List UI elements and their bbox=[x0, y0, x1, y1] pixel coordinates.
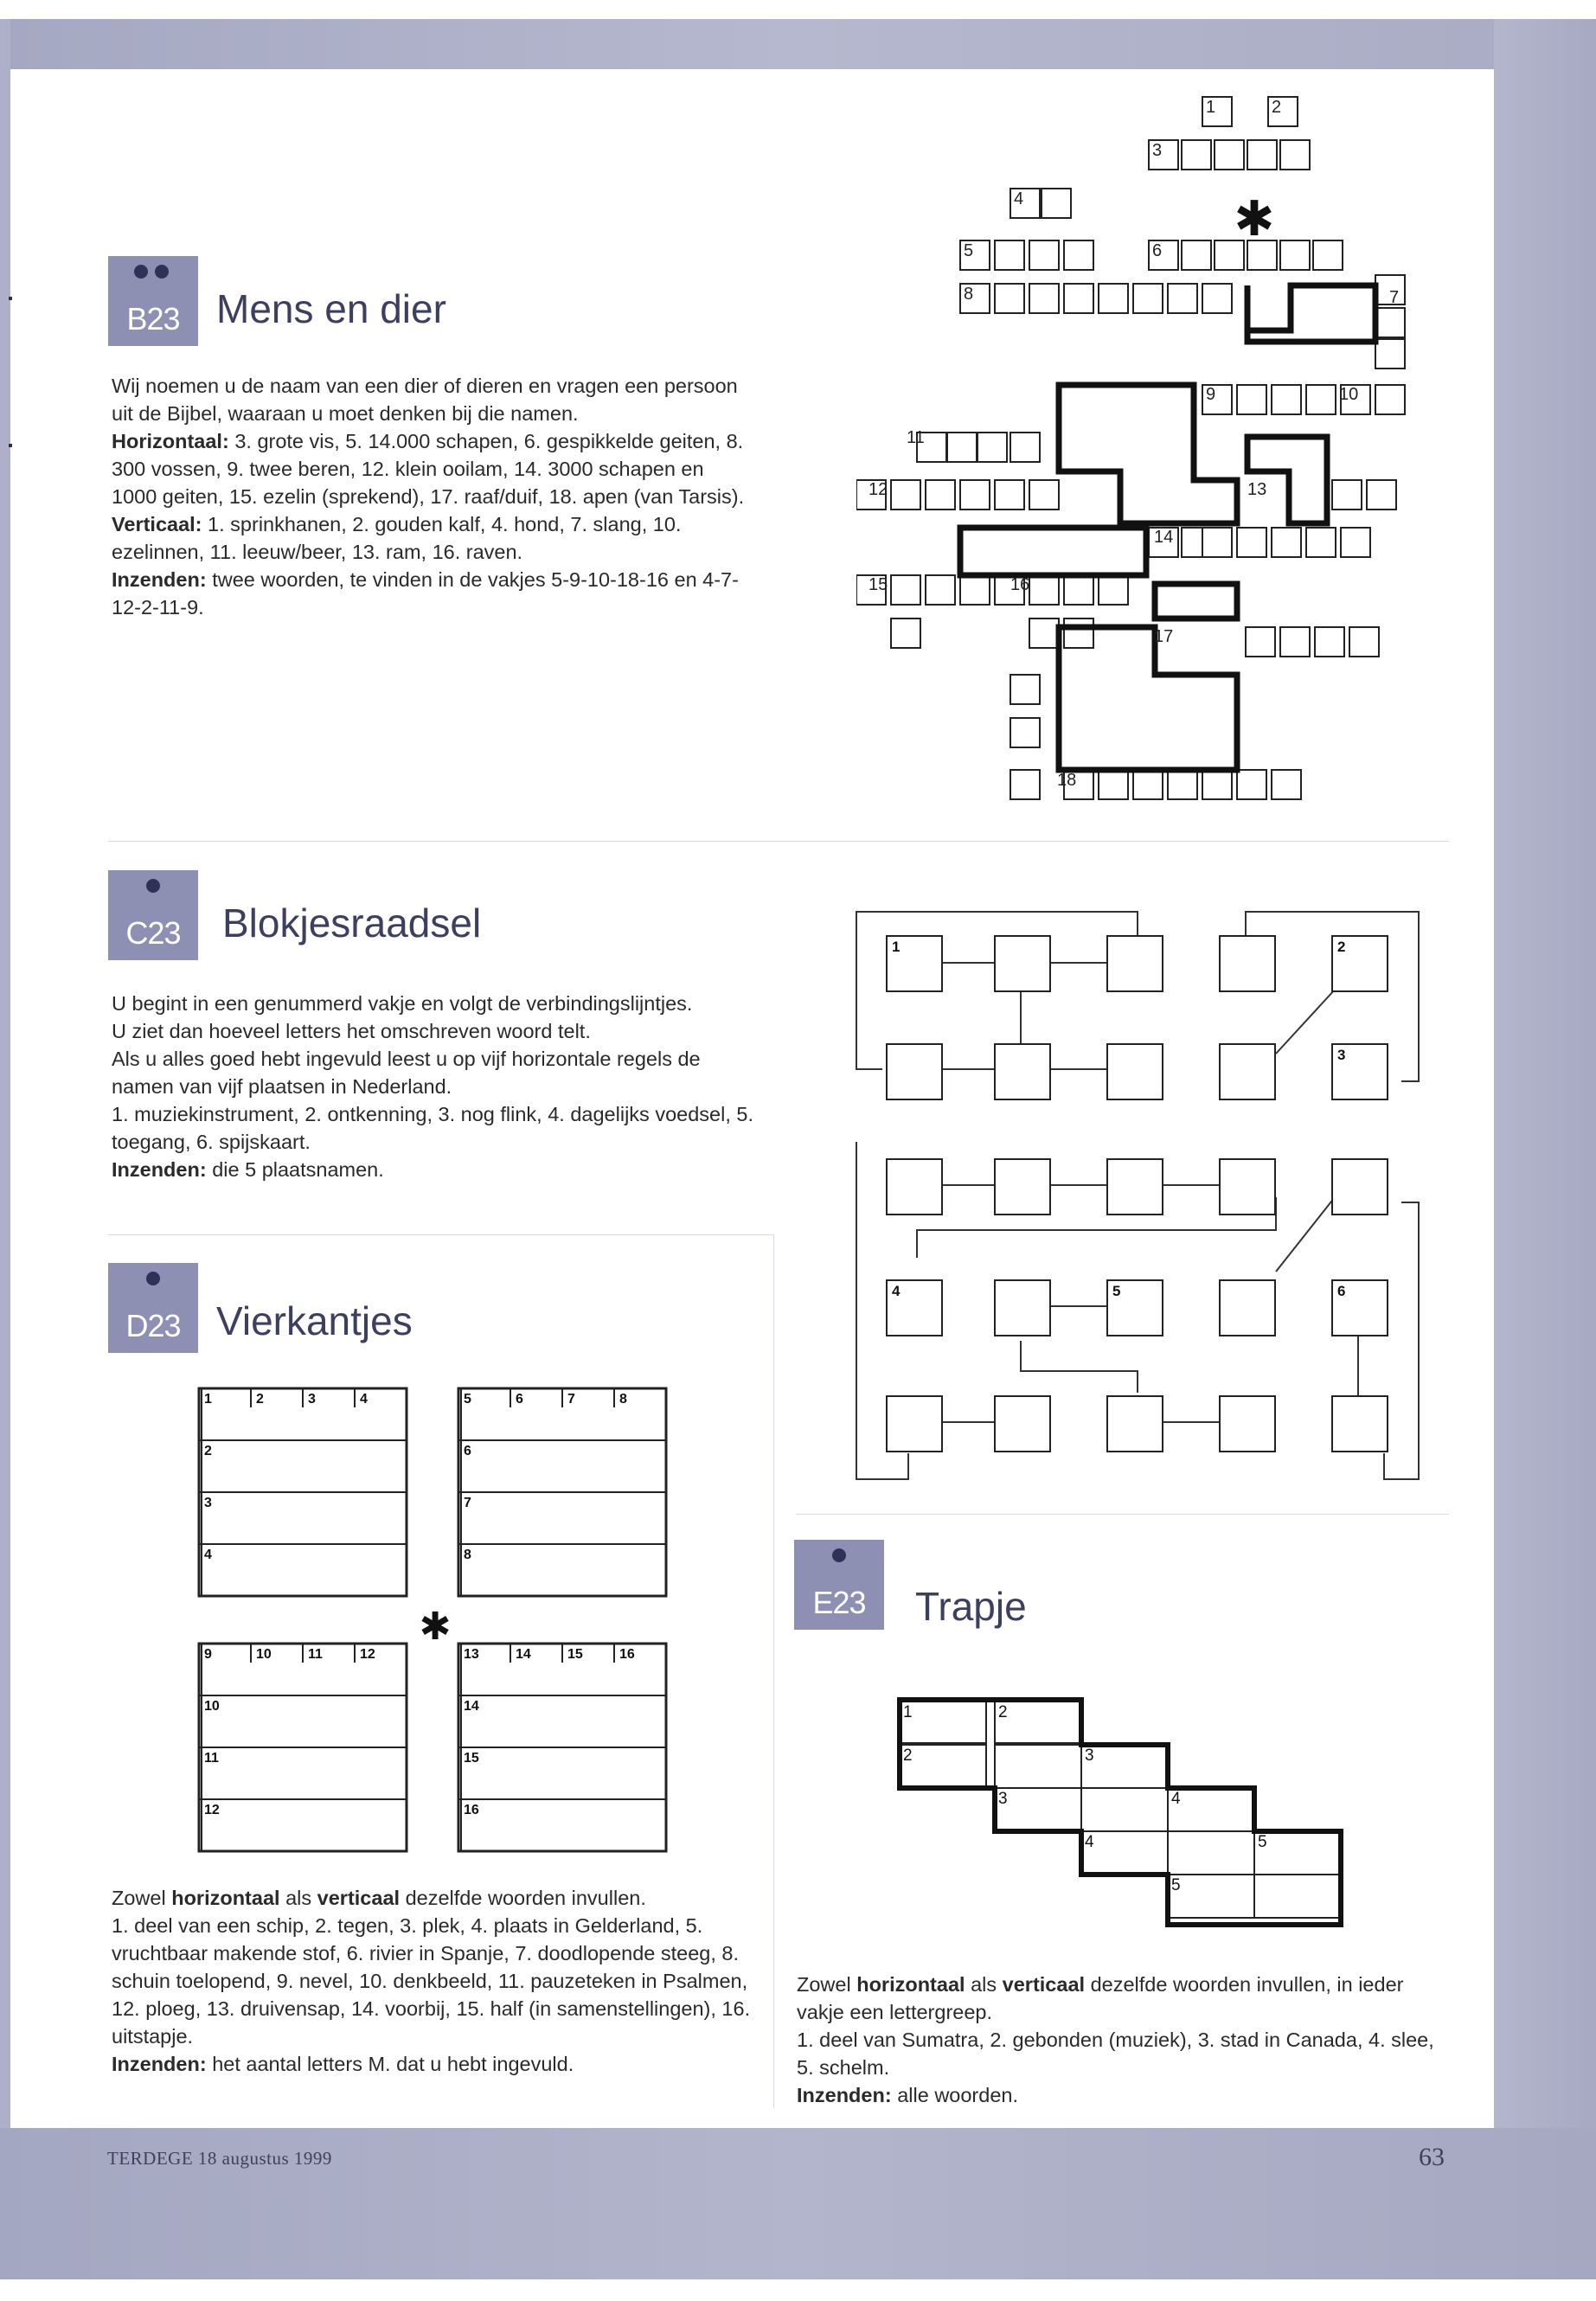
block-box[interactable] bbox=[1220, 1159, 1275, 1215]
e23-inzenden-label: Inzenden: bbox=[797, 2084, 892, 2106]
crossword-cell[interactable] bbox=[1237, 528, 1266, 557]
crossword-cell[interactable] bbox=[1247, 140, 1277, 170]
crossword-number: 7 bbox=[1389, 288, 1400, 307]
page-top-margin bbox=[0, 0, 1596, 19]
squares-row-number: 7 bbox=[464, 1496, 471, 1510]
crossword-cell[interactable] bbox=[1010, 770, 1040, 799]
crossword-cell[interactable] bbox=[1064, 575, 1093, 605]
crossword-cell[interactable] bbox=[1099, 575, 1128, 605]
crossword-cell[interactable] bbox=[1064, 284, 1093, 313]
d23-title: Vierkantjes bbox=[216, 1298, 413, 1343]
b23-code: B23 bbox=[126, 301, 180, 336]
squares-row-number: 14 bbox=[464, 1699, 479, 1714]
crossword-cell[interactable] bbox=[1029, 619, 1059, 648]
squares-row-number: 8 bbox=[464, 1548, 471, 1562]
crossword-cell[interactable] bbox=[1133, 770, 1163, 799]
b23-crossword-grid bbox=[856, 87, 1445, 830]
e23-intro-post: dezelfde woorden invullen, in ieder vakje een lettergreep. bbox=[797, 1973, 1404, 2023]
squares-number: 2 bbox=[256, 1392, 264, 1407]
block-number: 3 bbox=[1337, 1047, 1346, 1063]
crossword-cell[interactable] bbox=[926, 480, 955, 510]
crossword-cell[interactable] bbox=[995, 284, 1024, 313]
crossword-number: 2 bbox=[1272, 98, 1282, 117]
c23-block-puzzle bbox=[848, 900, 1436, 1497]
c23-line-2: U ziet dan hoeveel letters het omschreven woord telt. bbox=[112, 1020, 591, 1042]
crossword-cell[interactable] bbox=[1064, 619, 1093, 648]
crossword-cell[interactable] bbox=[1010, 433, 1040, 462]
b23-inzenden-label: Inzenden: bbox=[112, 568, 207, 591]
difficulty-dot bbox=[134, 265, 148, 279]
d23-clues: 1. deel van een schip, 2. tegen, 3. plek, 4. plaats in Gelderland, 5. vruchtbaar makende stof, 6. rivier in Spanje, 7. doodlopende steeg, 8. schuin toelopend, 9. nevel, 10. denkbeeld, 11. pauzeteken in Psalmen, 12. ploeg, 13. druivensap, 14. voorbij, 15. half (in samenstellingen), 16. uitstapje. bbox=[112, 1914, 751, 2048]
difficulty-dot bbox=[146, 879, 160, 893]
right-color-band bbox=[1494, 19, 1596, 2130]
d23-intro-post: dezelfde woorden invullen. bbox=[405, 1887, 646, 1909]
crossword-cell[interactable] bbox=[1029, 284, 1059, 313]
block-box[interactable] bbox=[1332, 1159, 1388, 1215]
crossword-number: 9 bbox=[1206, 385, 1216, 404]
squares-number: 11 bbox=[308, 1647, 323, 1662]
crossword-cell[interactable] bbox=[1280, 627, 1310, 657]
block-box[interactable] bbox=[1220, 1280, 1275, 1336]
squares-row-number: 3 bbox=[204, 1496, 212, 1510]
squares-row-number: 2 bbox=[204, 1444, 212, 1458]
left-color-band bbox=[0, 19, 10, 2130]
block-number: 6 bbox=[1337, 1283, 1346, 1299]
crossword-cell[interactable] bbox=[1341, 528, 1370, 557]
squares-number: 16 bbox=[619, 1647, 635, 1662]
block-box[interactable] bbox=[1332, 1396, 1388, 1452]
squares-row-number: 11 bbox=[204, 1751, 219, 1766]
squares-row-number: 15 bbox=[464, 1751, 479, 1766]
e23-badge bbox=[794, 1540, 884, 1630]
d23-badge bbox=[108, 1263, 198, 1353]
squares-number: 9 bbox=[204, 1647, 212, 1662]
block-number: 5 bbox=[1112, 1283, 1121, 1299]
crossword-number: 15 bbox=[869, 575, 888, 594]
e23-code: E23 bbox=[812, 1585, 866, 1620]
page-bottom-margin bbox=[0, 2279, 1596, 2301]
difficulty-dot bbox=[832, 1548, 846, 1562]
crossword-number: 5 bbox=[964, 241, 974, 260]
crossword-cell[interactable] bbox=[995, 480, 1024, 510]
staircase-number: 1 bbox=[903, 1703, 913, 1721]
crossword-cell[interactable] bbox=[1029, 240, 1059, 270]
d23-body bbox=[112, 1884, 769, 2078]
squares-number: 13 bbox=[464, 1647, 479, 1662]
crossword-cell[interactable] bbox=[1029, 575, 1059, 605]
e23-body bbox=[797, 1971, 1437, 2109]
crossword-cell[interactable] bbox=[1168, 770, 1197, 799]
staircase-number: 3 bbox=[1085, 1747, 1094, 1765]
staircase-number: 4 bbox=[1085, 1833, 1094, 1851]
squares-number: 3 bbox=[308, 1392, 316, 1407]
crossword-cell[interactable] bbox=[947, 433, 977, 462]
staircase-cell[interactable] bbox=[1081, 1831, 1168, 1875]
staircase-number: 4 bbox=[1171, 1790, 1181, 1808]
staircase-cell[interactable] bbox=[900, 1700, 986, 1743]
c23-line-4: 1. muziekinstrument, 2. ontkenning, 3. nog flink, 4. dagelijks voedsel, 5. toegang, 6. spijskaart. bbox=[112, 1103, 753, 1153]
c23-inzenden-text: die 5 plaatsnamen. bbox=[212, 1158, 384, 1181]
crossword-cell[interactable] bbox=[1202, 528, 1232, 557]
e23-title: Trapje bbox=[915, 1584, 1027, 1629]
squares-number: 4 bbox=[360, 1392, 368, 1407]
crossword-number: 10 bbox=[1339, 385, 1359, 404]
b23-horizontaal-clues: 3. grote vis, 5. 14.000 schapen, 6. gespikkelde geiten, 8. 300 vossen, 9. twee beren, 12. klein ooilam, 14. 3000 schapen en 1000 geiten, 15. ezelin (sprekend), 17. raaf/duif, 18. apen (van Tarsis). bbox=[112, 430, 745, 508]
crossword-cell[interactable] bbox=[1010, 675, 1040, 704]
crossword-cell[interactable] bbox=[1313, 240, 1343, 270]
e23-clues: 1. deel van Sumatra, 2. gebonden (muziek), 3. stad in Canada, 4. slee, 5. schelm. bbox=[797, 2029, 1434, 2079]
crossword-cell[interactable] bbox=[1099, 770, 1128, 799]
crossword-cell[interactable] bbox=[1280, 140, 1310, 170]
squares-row-number: 6 bbox=[464, 1444, 471, 1458]
c23-inzenden-label: Inzenden: bbox=[112, 1158, 207, 1181]
d23-star-icon: ✱ bbox=[419, 1606, 452, 1648]
e23-intro-mid: als bbox=[971, 1973, 997, 1996]
crossword-cell[interactable] bbox=[1280, 240, 1310, 270]
c23-title: Blokjesraadsel bbox=[222, 901, 482, 945]
crossword-cell[interactable] bbox=[1272, 770, 1301, 799]
block-box[interactable] bbox=[1220, 1044, 1275, 1099]
staircase-number: 2 bbox=[903, 1747, 913, 1765]
crossword-cell[interactable] bbox=[1375, 385, 1405, 414]
crossword-cell[interactable] bbox=[1332, 480, 1362, 510]
crossword-cell[interactable] bbox=[1202, 770, 1232, 799]
section-divider bbox=[796, 1514, 1449, 1515]
staircase-number: 2 bbox=[998, 1703, 1008, 1721]
crossword-cell[interactable] bbox=[1182, 140, 1211, 170]
block-box[interactable] bbox=[995, 1159, 1050, 1215]
e23-intro-bold-2: verticaal bbox=[1002, 1973, 1086, 1996]
section-divider bbox=[108, 841, 1449, 842]
staircase-cell[interactable] bbox=[1081, 1788, 1168, 1831]
crossword-cell[interactable] bbox=[1272, 385, 1301, 414]
scan-mark bbox=[9, 297, 12, 300]
b23-body bbox=[112, 372, 752, 621]
crossword-number: 18 bbox=[1057, 771, 1077, 790]
crossword-cell[interactable] bbox=[1010, 718, 1040, 747]
difficulty-dot bbox=[155, 265, 169, 279]
squares-row-number: 16 bbox=[464, 1803, 479, 1817]
e23-intro-bold-1: horizontaal bbox=[856, 1973, 965, 1996]
block-box[interactable] bbox=[887, 1044, 942, 1099]
crossword-cell[interactable] bbox=[960, 575, 990, 605]
staircase-cell[interactable] bbox=[995, 1788, 1081, 1831]
scan-mark bbox=[9, 444, 12, 447]
c23-body bbox=[112, 990, 762, 1183]
b23-badge bbox=[108, 256, 198, 346]
squares-row-number: 12 bbox=[204, 1803, 220, 1817]
staircase-cell[interactable] bbox=[1081, 1745, 1168, 1788]
staircase-cell[interactable] bbox=[995, 1745, 1081, 1788]
crossword-cell[interactable] bbox=[1064, 240, 1093, 270]
c23-line-3: Als u alles goed hebt ingevuld leest u op vijf horizontale regels de namen van vijf plaatsen in Nederland. bbox=[112, 1048, 701, 1098]
squares-number: 5 bbox=[464, 1392, 471, 1407]
crossword-cell[interactable] bbox=[977, 433, 1007, 462]
staircase-cell[interactable] bbox=[1168, 1831, 1254, 1875]
d23-inzenden-text: het aantal letters M. dat u hebt ingevuld. bbox=[212, 2053, 574, 2075]
crossword-cell[interactable] bbox=[1042, 189, 1071, 218]
crossword-cell[interactable] bbox=[891, 575, 920, 605]
crossword-number: 14 bbox=[1154, 528, 1174, 547]
crossword-number: 13 bbox=[1247, 480, 1267, 499]
d23-code: D23 bbox=[125, 1308, 181, 1343]
crossword-cell[interactable] bbox=[891, 480, 920, 510]
crossword-number: 3 bbox=[1152, 141, 1163, 160]
block-box[interactable] bbox=[887, 1396, 942, 1452]
e23-staircase-grid bbox=[891, 1691, 1358, 1933]
squares-number: 10 bbox=[256, 1647, 272, 1662]
crossword-cell[interactable] bbox=[1306, 385, 1336, 414]
block-number: 1 bbox=[892, 939, 901, 955]
b23-horizontaal-label: Horizontaal: bbox=[112, 430, 229, 452]
b23-verticaal-label: Verticaal: bbox=[112, 513, 202, 535]
e23-intro-pre: Zowel bbox=[797, 1973, 851, 1996]
squares-number: 8 bbox=[619, 1392, 627, 1407]
staircase-cell[interactable] bbox=[1168, 1875, 1254, 1918]
crossword-cell[interactable] bbox=[1237, 385, 1266, 414]
squares-number: 6 bbox=[516, 1392, 523, 1407]
block-box[interactable] bbox=[1220, 1396, 1275, 1452]
crossword-number: 12 bbox=[869, 480, 888, 499]
crossword-cell[interactable] bbox=[1099, 284, 1128, 313]
block-box[interactable] bbox=[1107, 1396, 1163, 1452]
crossword-cell[interactable] bbox=[1367, 480, 1396, 510]
d23-intro-bold-1: horizontaal bbox=[171, 1887, 280, 1909]
staircase-cell[interactable] bbox=[900, 1745, 986, 1788]
block-number: 4 bbox=[892, 1283, 901, 1299]
d23-intro-bold-2: verticaal bbox=[317, 1887, 401, 1909]
block-box[interactable] bbox=[995, 1280, 1050, 1336]
crossword-cell[interactable] bbox=[1375, 308, 1405, 337]
squares-number: 1 bbox=[204, 1392, 212, 1407]
b23-intro: Wij noemen u de naam van een dier of dieren en vragen een persoon uit de Bijbel, waaraan u moet denken bij die namen. bbox=[112, 375, 738, 425]
squares-number: 7 bbox=[567, 1392, 575, 1407]
crossword-number: 4 bbox=[1014, 189, 1024, 208]
crossword-cell[interactable] bbox=[960, 480, 990, 510]
staircase-number: 5 bbox=[1258, 1833, 1267, 1851]
squares-row-number: 4 bbox=[204, 1548, 212, 1562]
crossword-number: 16 bbox=[1010, 575, 1030, 594]
block-box[interactable] bbox=[995, 936, 1050, 991]
block-box[interactable] bbox=[887, 1159, 942, 1215]
crossword-number: 1 bbox=[1206, 98, 1216, 117]
staircase-cell[interactable] bbox=[1168, 1788, 1254, 1831]
crossword-cell[interactable] bbox=[1237, 770, 1266, 799]
crossword-number: 6 bbox=[1152, 241, 1163, 260]
block-box[interactable] bbox=[1107, 936, 1163, 991]
squares-number: 14 bbox=[516, 1647, 531, 1662]
crossword-cell[interactable] bbox=[1215, 140, 1244, 170]
crossword-cell[interactable] bbox=[1375, 339, 1405, 369]
crossword-cell[interactable] bbox=[1306, 528, 1336, 557]
block-number: 2 bbox=[1337, 939, 1346, 955]
crossword-cell[interactable] bbox=[1133, 284, 1163, 313]
c23-code: C23 bbox=[125, 915, 181, 951]
c23-line-1: U begint in een genummerd vakje en volgt de verbindingslijntjes. bbox=[112, 992, 693, 1015]
b23-title: Mens en dier bbox=[216, 286, 446, 331]
staircase-cell[interactable] bbox=[1254, 1831, 1341, 1875]
top-color-band bbox=[0, 19, 1596, 69]
crossword-cell[interactable] bbox=[1315, 627, 1344, 657]
crossword-number: 17 bbox=[1154, 627, 1174, 646]
crossword-cell[interactable] bbox=[1246, 627, 1275, 657]
b23-star-icon: ✱ bbox=[1234, 191, 1275, 246]
crossword-cell[interactable] bbox=[1029, 480, 1059, 510]
squares-number: 15 bbox=[567, 1647, 583, 1662]
crossword-cell[interactable] bbox=[1272, 528, 1301, 557]
crossword-cell[interactable] bbox=[926, 575, 955, 605]
d23-inzenden-label: Inzenden: bbox=[112, 2053, 207, 2075]
crossword-cell[interactable] bbox=[1202, 284, 1232, 313]
b23-verticaal-clues: 1. sprinkhanen, 2. gouden kalf, 4. hond, 7. slang, 10. ezelinnen, 11. leeuw/beer, 13. ram, 16. raven. bbox=[112, 513, 682, 563]
d23-squares-grid bbox=[195, 1384, 679, 1868]
squares-number: 12 bbox=[360, 1647, 375, 1662]
block-box[interactable] bbox=[1107, 1044, 1163, 1099]
page-number: 63 bbox=[1419, 2143, 1445, 2171]
block-box[interactable] bbox=[1220, 936, 1275, 991]
staircase-cell[interactable] bbox=[1254, 1875, 1341, 1918]
b23-inzenden-text: twee woorden, te vinden in de vakjes 5-9-10-18-16 en 4-7-12-2-11-9. bbox=[112, 568, 739, 619]
squares-row-number: 10 bbox=[204, 1699, 220, 1714]
crossword-number: 8 bbox=[964, 285, 974, 304]
footer-publication: TERDEGE 18 augustus 1999 bbox=[107, 2148, 332, 2169]
staircase-number: 5 bbox=[1171, 1876, 1181, 1894]
block-box[interactable] bbox=[1107, 1159, 1163, 1215]
e23-inzenden-text: alle woorden. bbox=[897, 2084, 1018, 2106]
d23-intro-mid: als bbox=[285, 1887, 312, 1909]
c23-badge bbox=[108, 870, 198, 960]
crossword-cell[interactable] bbox=[1182, 240, 1211, 270]
crossword-cell[interactable] bbox=[891, 619, 920, 648]
block-box[interactable] bbox=[995, 1396, 1050, 1452]
section-divider bbox=[108, 1234, 774, 1235]
d23-intro-pre: Zowel bbox=[112, 1887, 166, 1909]
crossword-cell[interactable] bbox=[1168, 284, 1197, 313]
staircase-number: 3 bbox=[998, 1790, 1008, 1808]
column-divider bbox=[773, 1234, 774, 2108]
block-box[interactable] bbox=[995, 1044, 1050, 1099]
crossword-cell[interactable] bbox=[995, 240, 1024, 270]
crossword-cell[interactable] bbox=[1349, 627, 1379, 657]
difficulty-dot bbox=[146, 1272, 160, 1285]
staircase-cell[interactable] bbox=[995, 1700, 1081, 1743]
crossword-number: 11 bbox=[907, 428, 925, 447]
